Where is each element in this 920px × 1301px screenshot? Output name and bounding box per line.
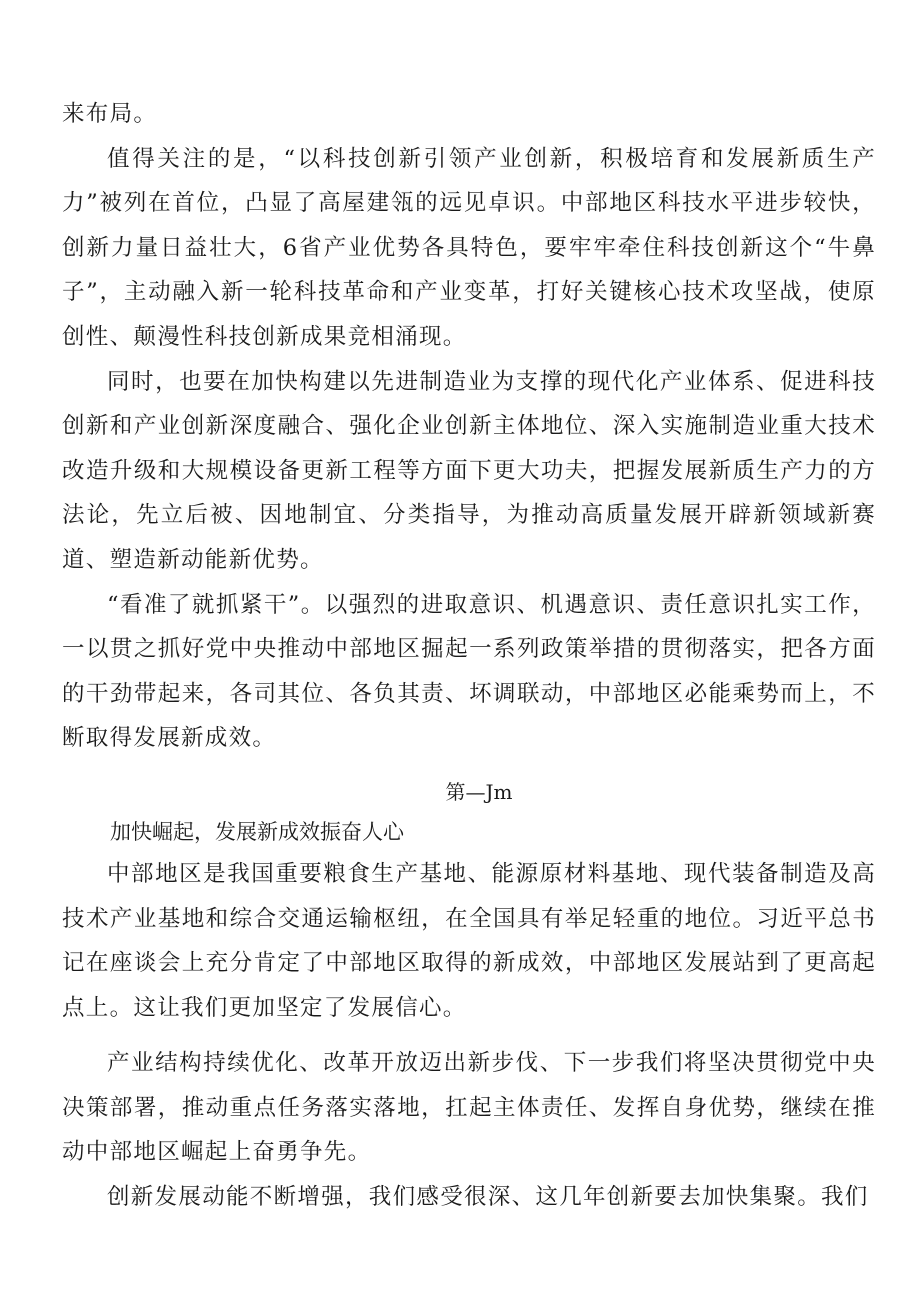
section-number: 第—Jm (445, 779, 513, 804)
paragraph: 中部地区是我国重要粮食生产基地、能源原材料基地、现代装备制造及高技术产业基地和综合交通运输枢纽，在全国具有举足轻重的地位。习近平总书记在座谈会上充分肯定了中部地区取得的新成效，中部地区发展站到了更高起点上。这让我们更加坚定了发展信心。 (62, 860, 876, 1021)
paragraph: 值得关注的是，“以科技创新引领产业创新，积极培育和发展新质生产力”被列在首位，凸显了高屋建瓴的远见卓识。中部地区科技水平进步较快，创新力量日益壮大，6省产业优势各具特色，要牢牢牵住科技创新这个“牛鼻子”，主动融入新一轮科技革命和产业变革，打好关键核心技术攻坚战，使原创性、颠漫性科技创新成果竞相涌现。 (62, 145, 876, 350)
article-body-bottom (62, 852, 876, 1220)
document-page (62, 92, 876, 1220)
article-body-top (62, 92, 876, 761)
paragraph: 来布局。 (62, 101, 158, 127)
section-heading: 加快崛起，发展新成效振奋人心 (110, 819, 404, 844)
paragraph: 产业结构持续优化、改革开放迈出新步伐、下一步我们将坚决贯彻党中央决策部署，推动重点任务落实落地，扛起主体责任、发挥自身优势，继续在推动中部地区崛起上奋勇争先。 (62, 1050, 876, 1166)
paragraph: 创新发展动能不断增强，我们感受很深、这几年创新要去加快集聚。我们 (107, 1184, 869, 1211)
paragraph: 同时，也要在加快构建以先进制造业为支撑的现代化产业体系、促进科技创新和产业创新深度融合、强化企业创新主体地位、深入实施制造业重大技术改造升级和大规模设备更新工程等方面下更大功夫，把握发展新质生产力的方法论，先立后被、因地制宜、分类指导，为推动高质量发展开辟新领域新赛道、塑造新动能新优势。 (62, 368, 876, 573)
paragraph: “看准了就抓紧干”。以强烈的进取意识、机遇意识、责任意识扎实工作，一以贯之抓好党中央推动中部地区掘起一系列政策举措的贯彻落实，把各方面的干劲带起来，各司其位、各负其责、坏调联动，中部地区必能乘势而上，不断取得发展新成效。 (62, 591, 876, 752)
